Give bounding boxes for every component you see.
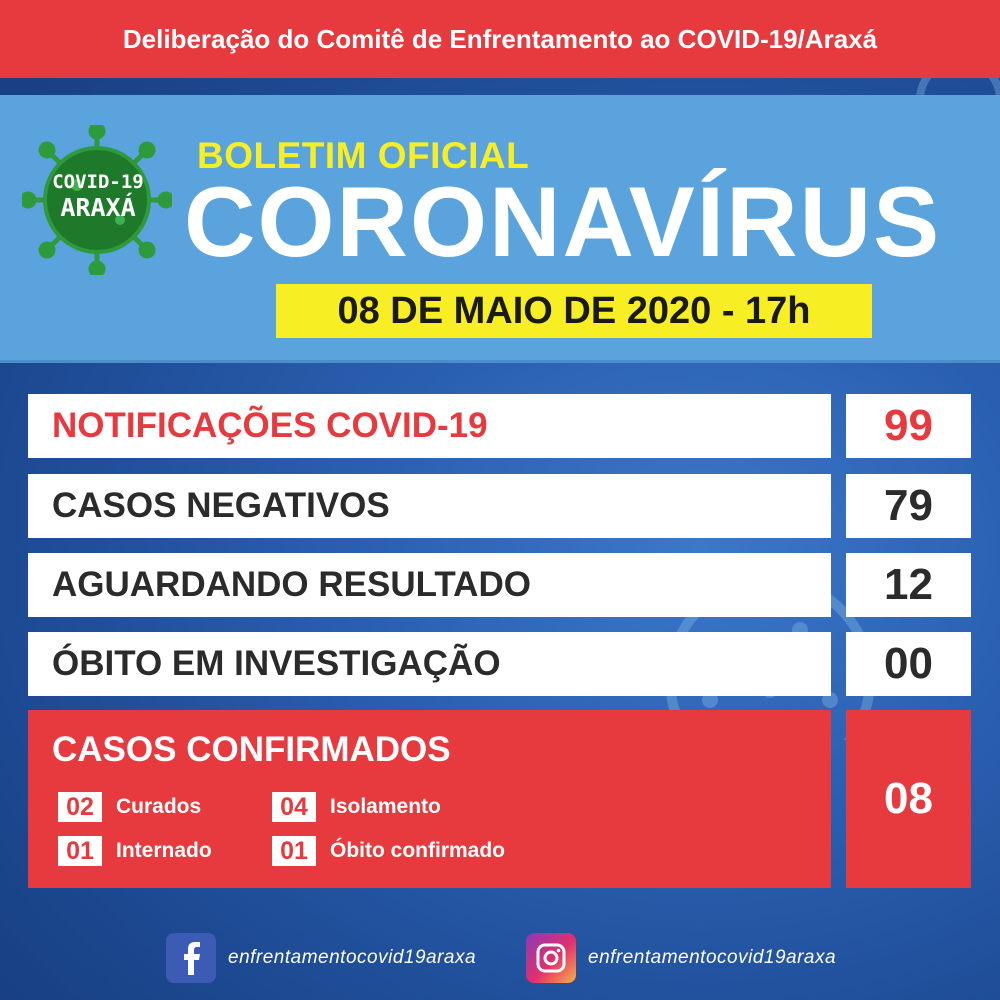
- stat-row-obito-investigacao: [28, 632, 831, 696]
- facebook-icon[interactable]: [166, 933, 216, 983]
- confirmed-detail-curados: [58, 792, 201, 822]
- detail-label: Isolamento: [330, 795, 441, 818]
- detail-number: 04: [272, 792, 316, 822]
- instagram-handle[interactable]: enfrentamentocovid19araxa: [588, 947, 837, 968]
- social-facebook[interactable]: [166, 932, 476, 984]
- facebook-handle[interactable]: enfrentamentocovid19araxa: [228, 947, 477, 968]
- detail-number: 01: [58, 836, 102, 866]
- detail-label: Curados: [116, 795, 202, 818]
- detail-number: 01: [272, 836, 316, 866]
- date-text: 08 DE MAIO DE 2020 - 17h: [337, 289, 811, 332]
- logo-line1: COVID-19: [52, 171, 144, 193]
- logo-text: [38, 172, 158, 223]
- stat-label: CASOS NEGATIVOS: [52, 486, 390, 525]
- stat-row-aguardando: [28, 553, 831, 617]
- social-instagram[interactable]: [526, 932, 836, 984]
- confirmed-detail-isolamento: [272, 792, 441, 822]
- confirmed-value: 08: [846, 710, 971, 888]
- confirmed-detail-obito: [272, 836, 505, 866]
- confirmed-title: CASOS CONFIRMADOS: [52, 730, 451, 769]
- stat-label: NOTIFICAÇÕES COVID-19: [52, 406, 488, 445]
- stat-value-notificacoes: 99: [846, 394, 971, 458]
- confirmed-panel: [28, 710, 831, 888]
- stat-value-obito-investigacao: 00: [846, 632, 971, 696]
- stat-label: ÓBITO EM INVESTIGAÇÃO: [52, 644, 501, 683]
- detail-label: Óbito confirmado: [330, 839, 505, 862]
- logo-line2: ARAXÁ: [60, 192, 136, 222]
- top-banner-text: Deliberação do Comitê de Enfrentamento ao COVID-19/Araxá: [122, 23, 878, 54]
- detail-label: Internado: [116, 839, 212, 862]
- stat-row-notificacoes: [28, 394, 831, 458]
- detail-number: 02: [58, 792, 102, 822]
- header-subtitle: BOLETIM OFICIAL: [197, 135, 530, 176]
- instagram-icon[interactable]: [526, 933, 576, 983]
- date-badge: [276, 284, 872, 338]
- stat-value-negativos: 79: [846, 474, 971, 538]
- top-banner: [0, 0, 1000, 78]
- confirmed-detail-internado: [58, 836, 212, 866]
- stat-label: AGUARDANDO RESULTADO: [52, 565, 531, 604]
- header-title: CORONAVÍRUS: [184, 166, 942, 277]
- stat-row-negativos: [28, 474, 831, 538]
- stat-value-aguardando: 12: [846, 553, 971, 617]
